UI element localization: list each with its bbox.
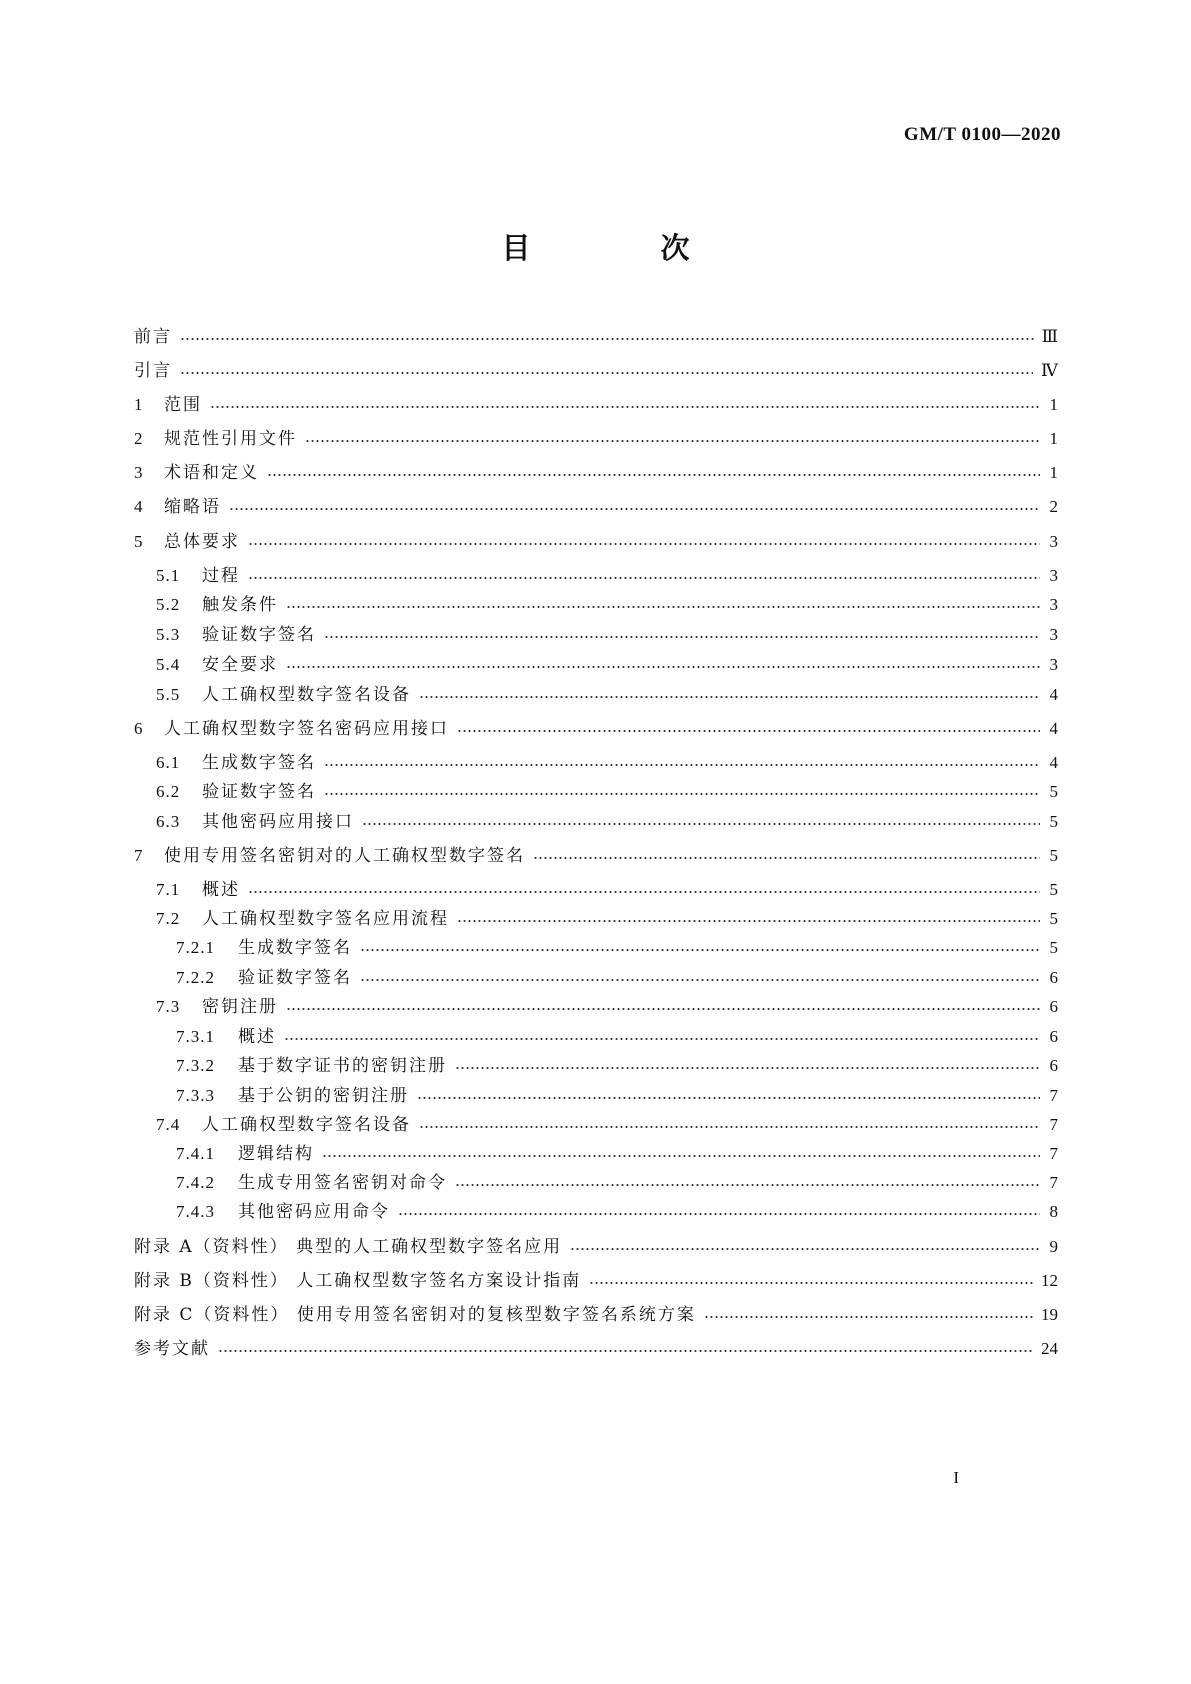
toc-leader-dots — [533, 857, 1040, 859]
toc-entry[interactable] — [176, 1024, 1058, 1050]
toc-leader-dots — [455, 1184, 1040, 1186]
toc-entry[interactable] — [134, 716, 1058, 742]
toc-entry-page: 4 — [1049, 719, 1058, 738]
toc-entry-label: 人工确权型数字签名设备 — [202, 685, 411, 705]
page-title: 目 次 — [501, 231, 750, 265]
toc-entry-page: Ⅲ — [1041, 327, 1058, 346]
toc-entry-number: 6.2 — [156, 782, 181, 801]
toc-entry-number: 7.2.1 — [176, 938, 215, 957]
toc-entry[interactable] — [156, 809, 1058, 835]
toc-leader-dots — [180, 338, 1034, 340]
toc-entry-label: 其他密码应用命令 — [238, 1202, 390, 1222]
toc-entry-number: 4 — [134, 497, 144, 516]
toc-entry[interactable] — [156, 1112, 1058, 1138]
toc-entry-number: 5.2 — [156, 595, 181, 614]
toc-entry-label: 附录 C（资料性） 使用专用签名密钥对的复核型数字签名系统方案 — [134, 1305, 696, 1325]
toc-leader-dots — [218, 1350, 1033, 1352]
toc-entry-number: 7.2 — [156, 909, 181, 928]
toc-entry-page: 4 — [1049, 685, 1058, 704]
toc-entry-number: 7.3.1 — [176, 1027, 215, 1046]
toc-entry-page: 7 — [1049, 1115, 1058, 1134]
toc-entry-label: 概述 — [238, 1027, 276, 1047]
toc-entry[interactable] — [134, 1336, 1058, 1362]
toc-leader-dots — [589, 1282, 1033, 1284]
toc-entry[interactable] — [156, 994, 1058, 1020]
toc-entry[interactable] — [156, 563, 1058, 589]
page-number: I — [953, 1468, 959, 1487]
toc-leader-dots — [305, 440, 1040, 442]
toc-entry-page: 3 — [1049, 625, 1058, 644]
toc-entry-page: 1 — [1049, 429, 1058, 448]
toc-entry[interactable] — [156, 682, 1058, 708]
toc-entry-page: 19 — [1041, 1305, 1058, 1324]
toc-entry-number: 7.4.1 — [176, 1144, 215, 1163]
toc-entry[interactable] — [176, 935, 1058, 961]
toc-entry-label: 人工确权型数字签名应用流程 — [202, 909, 449, 929]
toc-entry-number: 5 — [134, 532, 144, 551]
toc-entry[interactable] — [176, 1141, 1058, 1167]
toc-entry[interactable] — [156, 750, 1058, 776]
toc-entry-number: 7.2.2 — [176, 968, 215, 987]
toc-entry-label: 附录 B（资料性） 人工确权型数字签名方案设计指南 — [134, 1271, 582, 1291]
toc-entry[interactable] — [134, 494, 1058, 520]
toc-entry-page: 6 — [1049, 968, 1058, 987]
toc-entry[interactable] — [134, 529, 1058, 555]
toc-entry-label: 缩略语 — [164, 497, 221, 517]
toc-entry-number: 6 — [134, 719, 144, 738]
toc-entry-page: 6 — [1049, 1027, 1058, 1046]
toc-entry-page: 6 — [1049, 997, 1058, 1016]
toc-entry-label: 规范性引用文件 — [164, 429, 297, 449]
toc-entry-page: 7 — [1049, 1144, 1058, 1163]
toc-entry-number: 6.3 — [156, 812, 181, 831]
toc-entry-label: 验证数字签名 — [238, 968, 352, 988]
toc-entry-page: 3 — [1049, 532, 1058, 551]
toc-entry-page: 3 — [1049, 595, 1058, 614]
toc-entry-label: 引言 — [134, 361, 172, 381]
toc-entry-page: 24 — [1041, 1339, 1058, 1358]
toc-entry-label: 过程 — [202, 566, 240, 586]
toc-entry-label: 生成数字签名 — [238, 938, 352, 958]
toc-entry-number: 7.3 — [156, 997, 181, 1016]
toc-entry-label: 触发条件 — [202, 595, 278, 615]
toc-entry[interactable] — [156, 877, 1058, 903]
toc-leader-dots — [248, 577, 1040, 579]
toc-entry-label: 生成专用签名密钥对命令 — [238, 1173, 447, 1193]
toc-entry[interactable] — [176, 965, 1058, 991]
toc-entry-label: 其他密码应用接口 — [202, 812, 354, 832]
toc-entry-label: 逻辑结构 — [238, 1144, 314, 1164]
toc-entry-number: 1 — [134, 395, 144, 414]
toc-leader-dots — [570, 1248, 1040, 1250]
toc-entry[interactable] — [134, 843, 1058, 869]
toc-entry-number: 3 — [134, 463, 144, 482]
toc-entry[interactable] — [176, 1170, 1058, 1196]
toc-entry-number: 7.3.2 — [176, 1056, 215, 1075]
toc-entry-label: 附录 A（资料性） 典型的人工确权型数字签名应用 — [134, 1237, 563, 1257]
toc-leader-dots — [286, 606, 1040, 608]
toc-entry-page: 2 — [1049, 497, 1058, 516]
toc-entry-number: 7.4.3 — [176, 1202, 215, 1221]
toc-entry-label: 参考文献 — [134, 1339, 210, 1359]
toc-entry[interactable] — [134, 392, 1058, 418]
toc-entry[interactable] — [156, 906, 1058, 932]
toc-leader-dots — [324, 764, 1040, 766]
toc-entry-page: 1 — [1049, 463, 1058, 482]
toc-leader-dots — [324, 793, 1040, 795]
toc-entry-label: 总体要求 — [164, 532, 240, 552]
toc-entry-page: 1 — [1049, 395, 1058, 414]
toc-leader-dots — [286, 1008, 1040, 1010]
toc-entry-number: 7.4.2 — [176, 1173, 215, 1192]
toc-leader-dots — [180, 372, 1033, 374]
toc-entry-label: 概述 — [202, 880, 240, 900]
toc-entry-number: 5.4 — [156, 655, 181, 674]
toc-entry-page: 8 — [1049, 1202, 1058, 1221]
toc-leader-dots — [267, 474, 1040, 476]
toc-entry-page: 5 — [1049, 782, 1058, 801]
toc-leader-dots — [398, 1213, 1040, 1215]
toc-leader-dots — [419, 696, 1040, 698]
toc-entry[interactable] — [156, 652, 1058, 678]
toc-entry-label: 使用专用签名密钥对的人工确权型数字签名 — [164, 846, 525, 866]
toc-entry[interactable] — [134, 324, 1058, 350]
toc-entry[interactable] — [134, 1268, 1058, 1294]
toc-entry-page: 9 — [1049, 1237, 1058, 1256]
toc-entry-number: 5.3 — [156, 625, 181, 644]
toc-leader-dots — [324, 636, 1040, 638]
toc-entry-page: 4 — [1049, 753, 1058, 772]
toc-entry-number: 6.1 — [156, 753, 181, 772]
toc-leader-dots — [229, 508, 1040, 510]
toc-entry-label: 安全要求 — [202, 655, 278, 675]
toc-entry-number: 5.5 — [156, 685, 181, 704]
toc-entry-label: 术语和定义 — [164, 463, 259, 483]
toc-entry-label: 验证数字签名 — [202, 625, 316, 645]
toc-entry-label: 范围 — [164, 395, 202, 415]
toc-leader-dots — [455, 1067, 1040, 1069]
toc-entry-page: 5 — [1049, 909, 1058, 928]
toc-entry[interactable] — [156, 622, 1058, 648]
toc-entry-number: 7.4 — [156, 1115, 181, 1134]
toc-leader-dots — [362, 823, 1040, 825]
toc-entry-label: 人工确权型数字签名设备 — [202, 1115, 411, 1135]
toc-entry-number: 2 — [134, 429, 144, 448]
toc-entry[interactable] — [176, 1083, 1058, 1109]
toc-leader-dots — [457, 730, 1040, 732]
toc-entry[interactable] — [176, 1053, 1058, 1079]
toc-leader-dots — [248, 891, 1040, 893]
toc-entry-page: 3 — [1049, 566, 1058, 585]
toc-entry[interactable] — [134, 358, 1058, 384]
toc-entry[interactable] — [134, 460, 1058, 486]
toc-leader-dots — [704, 1316, 1033, 1318]
toc-entry-label: 密钥注册 — [202, 997, 278, 1017]
toc-leader-dots — [417, 1097, 1040, 1099]
toc-entry-page: Ⅳ — [1041, 361, 1058, 380]
toc-entry-label: 基于公钥的密钥注册 — [238, 1086, 409, 1106]
toc-entry-page: 3 — [1049, 655, 1058, 674]
toc-entry-label: 验证数字签名 — [202, 782, 316, 802]
toc-entry-label: 人工确权型数字签名密码应用接口 — [164, 719, 449, 739]
toc-entry-label: 生成数字签名 — [202, 753, 316, 773]
toc-entry-label: 基于数字证书的密钥注册 — [238, 1056, 447, 1076]
toc-entry[interactable] — [176, 1199, 1058, 1225]
toc-entry-number: 7.3.3 — [176, 1086, 215, 1105]
toc-entry-page: 5 — [1049, 812, 1058, 831]
toc-entry-number: 5.1 — [156, 566, 181, 585]
toc-leader-dots — [360, 979, 1040, 981]
toc-leader-dots — [457, 920, 1040, 922]
toc-leader-dots — [322, 1155, 1040, 1157]
toc-leader-dots — [286, 666, 1040, 668]
toc-entry-page: 5 — [1049, 938, 1058, 957]
toc-entry[interactable] — [156, 592, 1058, 618]
toc-entry-page: 5 — [1049, 880, 1058, 899]
toc-leader-dots — [248, 543, 1040, 545]
standard-code: GM/T 0100—2020 — [903, 124, 1061, 145]
toc-entry[interactable] — [134, 1234, 1058, 1260]
toc-entry-page: 6 — [1049, 1056, 1058, 1075]
toc-entry-page: 12 — [1041, 1271, 1058, 1290]
toc-entry-page: 5 — [1049, 846, 1058, 865]
toc-entry-page: 7 — [1049, 1173, 1058, 1192]
toc-leader-dots — [284, 1038, 1040, 1040]
toc-entry-label: 前言 — [134, 327, 172, 347]
toc-leader-dots — [360, 949, 1040, 951]
toc-entry[interactable] — [134, 1302, 1058, 1328]
toc-entry-number: 7 — [134, 846, 144, 865]
toc-entry-page: 7 — [1049, 1086, 1058, 1105]
toc-leader-dots — [419, 1126, 1040, 1128]
toc-leader-dots — [210, 406, 1040, 408]
toc-entry[interactable] — [134, 426, 1058, 452]
toc-entry[interactable] — [156, 779, 1058, 805]
toc-entry-number: 7.1 — [156, 880, 181, 899]
